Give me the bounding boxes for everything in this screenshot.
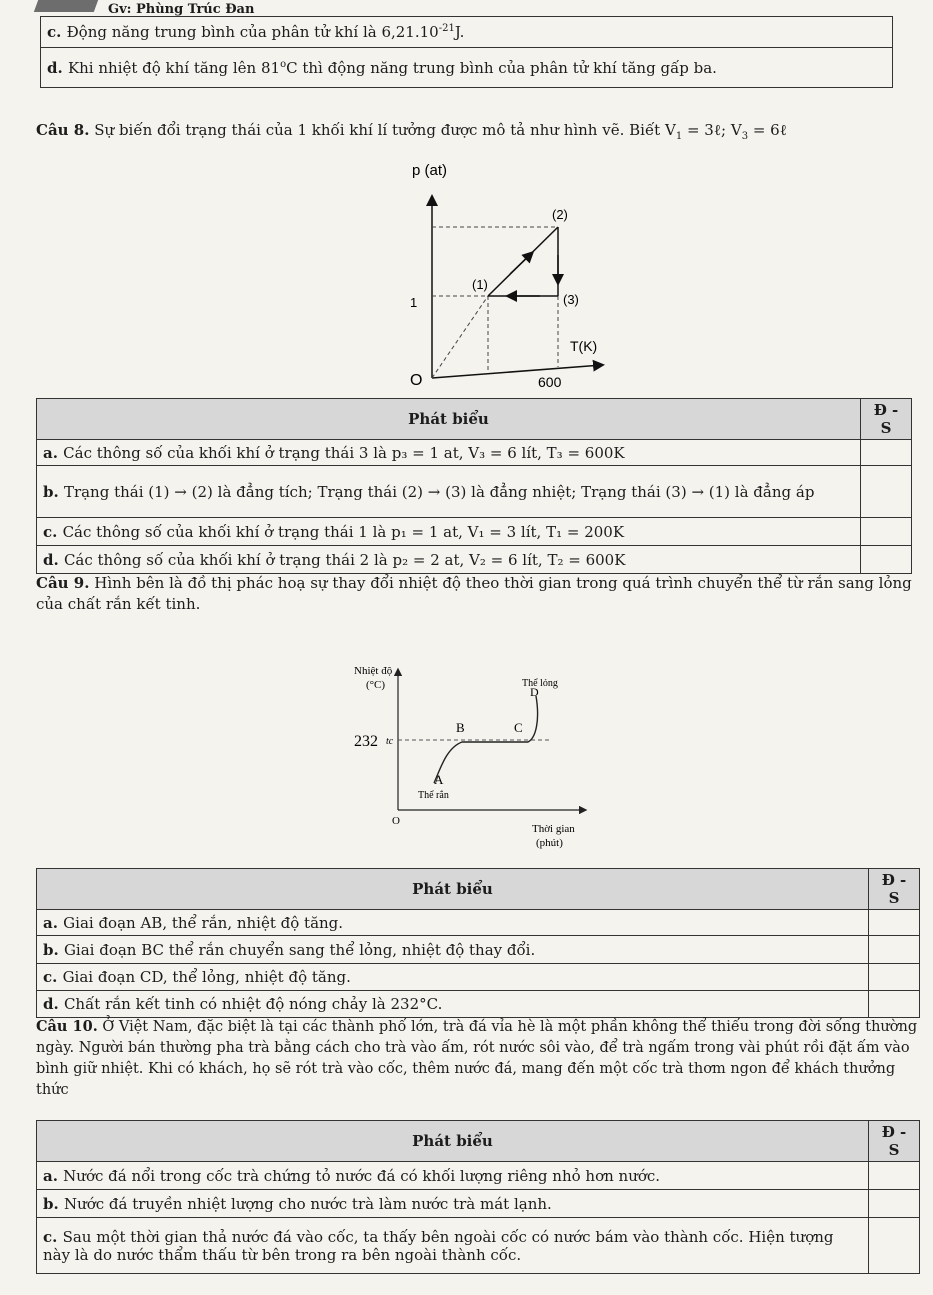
q8-table	[36, 398, 912, 574]
q9-y-label-2: (°C)	[366, 679, 386, 691]
scan-mark	[34, 0, 98, 12]
q9-statement-b: b. Giai đoạn BC thể rắn chuyển sang thể lỏng, nhiệt độ thay đổi.	[37, 936, 869, 964]
q9-y-label-1: Nhiệt độ	[354, 665, 393, 677]
q9-x-label-1: Thời gian	[532, 823, 575, 835]
q9-solid-label: Thể rắn	[418, 790, 449, 801]
q9-x-label-2: (phút)	[536, 837, 563, 849]
q9-point-d: D	[530, 685, 539, 699]
q8-statement-c: c. Các thông số của khối khí ở trạng thái 1 là p₁ = 1 at, V₁ = 3 lít, T₁ = 200K	[37, 518, 861, 546]
q10-statement-a: a. Nước đá nổi trong cốc trà chứng tỏ nước đá có khối lượng riêng nhỏ hơn nước.	[37, 1162, 869, 1190]
q8-y-tick: 1	[410, 295, 418, 310]
q9-liquid-label: Thể lỏng	[522, 678, 558, 689]
q10-prompt: Câu 10. Ở Việt Nam, đặc biệt là tại các thành phố lớn, trà đá vỉa hè là một phần không thể thiếu trong đời sống thường ngày. Người bán thường pha trà bằng cách cho trà vào ấm, rót nước sôi vào, để trà ngấm trong vài phút rồi đặt ấm vào bình giữ nhiệt. Khi có khách, họ sẽ rót trà vào cốc, thêm nước đá, mang đến một cốc trà thơm ngon để khách thưởng thức	[36, 1018, 918, 1098]
q10-statement-c: c. Sau một thời gian thả nước đá vào cốc, ta thấy bên ngoài cốc có nước bám vào thành cốc. Hiện tượng này là do nước thẩm thấu từ bên trong ra bên ngoài thành cốc.	[37, 1218, 869, 1274]
q9-statement-a: a. Giai đoạn AB, thể rắn, nhiệt độ tăng.	[37, 910, 869, 936]
q8-statement-a: a. Các thông số của khối khí ở trạng thái 3 là p₃ = 1 at, V₃ = 6 lít, T₃ = 600K	[37, 440, 861, 466]
q9-statement-d: d. Chất rắn kết tinh có nhiệt độ nóng chảy là 232°C.	[37, 991, 869, 1018]
q10-ds-header: Đ - S	[869, 1121, 920, 1162]
q8-x-tick: 600	[538, 374, 562, 390]
q7-row-d: d. Khi nhiệt độ khí tăng lên 81$^o$C thì động năng trung bình của phân tử khí tăng gấp ba.	[41, 48, 893, 88]
q8-point-1: (1)	[472, 277, 488, 292]
q8-origin: O	[410, 372, 423, 389]
q9-tc: tc	[386, 736, 394, 747]
q8-statement-b: b. Trạng thái (1) → (2) là đẳng tích; Trạng thái (2) → (3) là đẳng nhiệt; Trạng thái (3) → (1) là đẳng áp	[37, 466, 861, 518]
teacher-name: Gv: Phùng Trúc Đan	[108, 2, 255, 17]
q8-x-axis	[432, 365, 602, 378]
q9-ds-header: Đ - S	[869, 869, 920, 910]
q10-answer-c[interactable]	[869, 1218, 920, 1274]
q9-heating-graph	[340, 660, 600, 860]
q9-y-tick: 232	[354, 733, 378, 750]
q8-statement-d: d. Các thông số của khối khí ở trạng thái 2 là p₂ = 2 at, V₂ = 6 lít, T₂ = 600K	[37, 546, 861, 574]
q8-answer-b[interactable]	[861, 466, 912, 518]
q10-answer-b[interactable]	[869, 1190, 920, 1218]
q8-answer-a[interactable]	[861, 440, 912, 466]
q9-point-b: B	[456, 720, 465, 735]
q9-origin: O	[392, 815, 400, 827]
q10-table-header: Phát biểu	[37, 1121, 869, 1162]
q8-point-2: (2)	[552, 207, 568, 222]
q8-x-label: T(K)	[570, 338, 598, 354]
q8-answer-c[interactable]	[861, 518, 912, 546]
q9-answer-d[interactable]	[869, 991, 920, 1018]
q9-table-header: Phát biểu	[37, 869, 869, 910]
q9-answer-c[interactable]	[869, 964, 920, 991]
q7-table	[40, 16, 893, 88]
q10-answer-a[interactable]	[869, 1162, 920, 1190]
q8-prompt: Câu 8. Sự biến đổi trạng thái của 1 khối khí lí tưởng được mô tả như hình vẽ. Biết $V_1$ = 3ℓ; $V_3$ = 6ℓ	[36, 121, 787, 142]
q8-point-3: (3)	[563, 292, 579, 307]
q9-answer-b[interactable]	[869, 936, 920, 964]
q9-answer-a[interactable]	[869, 910, 920, 936]
q8-ds-header: Đ - S	[861, 399, 912, 440]
q7-row-c: c. Động năng trung bình của phân tử khí là $6,21.10^{-21}J$.	[41, 17, 893, 48]
q9-table	[36, 868, 920, 1018]
q8-pt-graph	[380, 155, 620, 395]
q9-point-a: A	[434, 772, 444, 787]
q10-table	[36, 1120, 920, 1274]
q9-prompt: Câu 9. Hình bên là đồ thị phác hoạ sự thay đổi nhiệt độ theo thời gian trong quá trình chuyển thể từ rắn sang lỏng của chất rắn kết tinh.	[36, 574, 912, 613]
q9-statement-c: c. Giai đoạn CD, thể lỏng, nhiệt độ tăng.	[37, 964, 869, 991]
q9-point-c: C	[514, 720, 523, 735]
q8-y-label: p (at)	[412, 162, 448, 179]
q10-statement-b: b. Nước đá truyền nhiệt lượng cho nước trà làm nước trà mát lạnh.	[37, 1190, 869, 1218]
q8-answer-d[interactable]	[861, 546, 912, 574]
q8-table-header: Phát biểu	[37, 399, 861, 440]
